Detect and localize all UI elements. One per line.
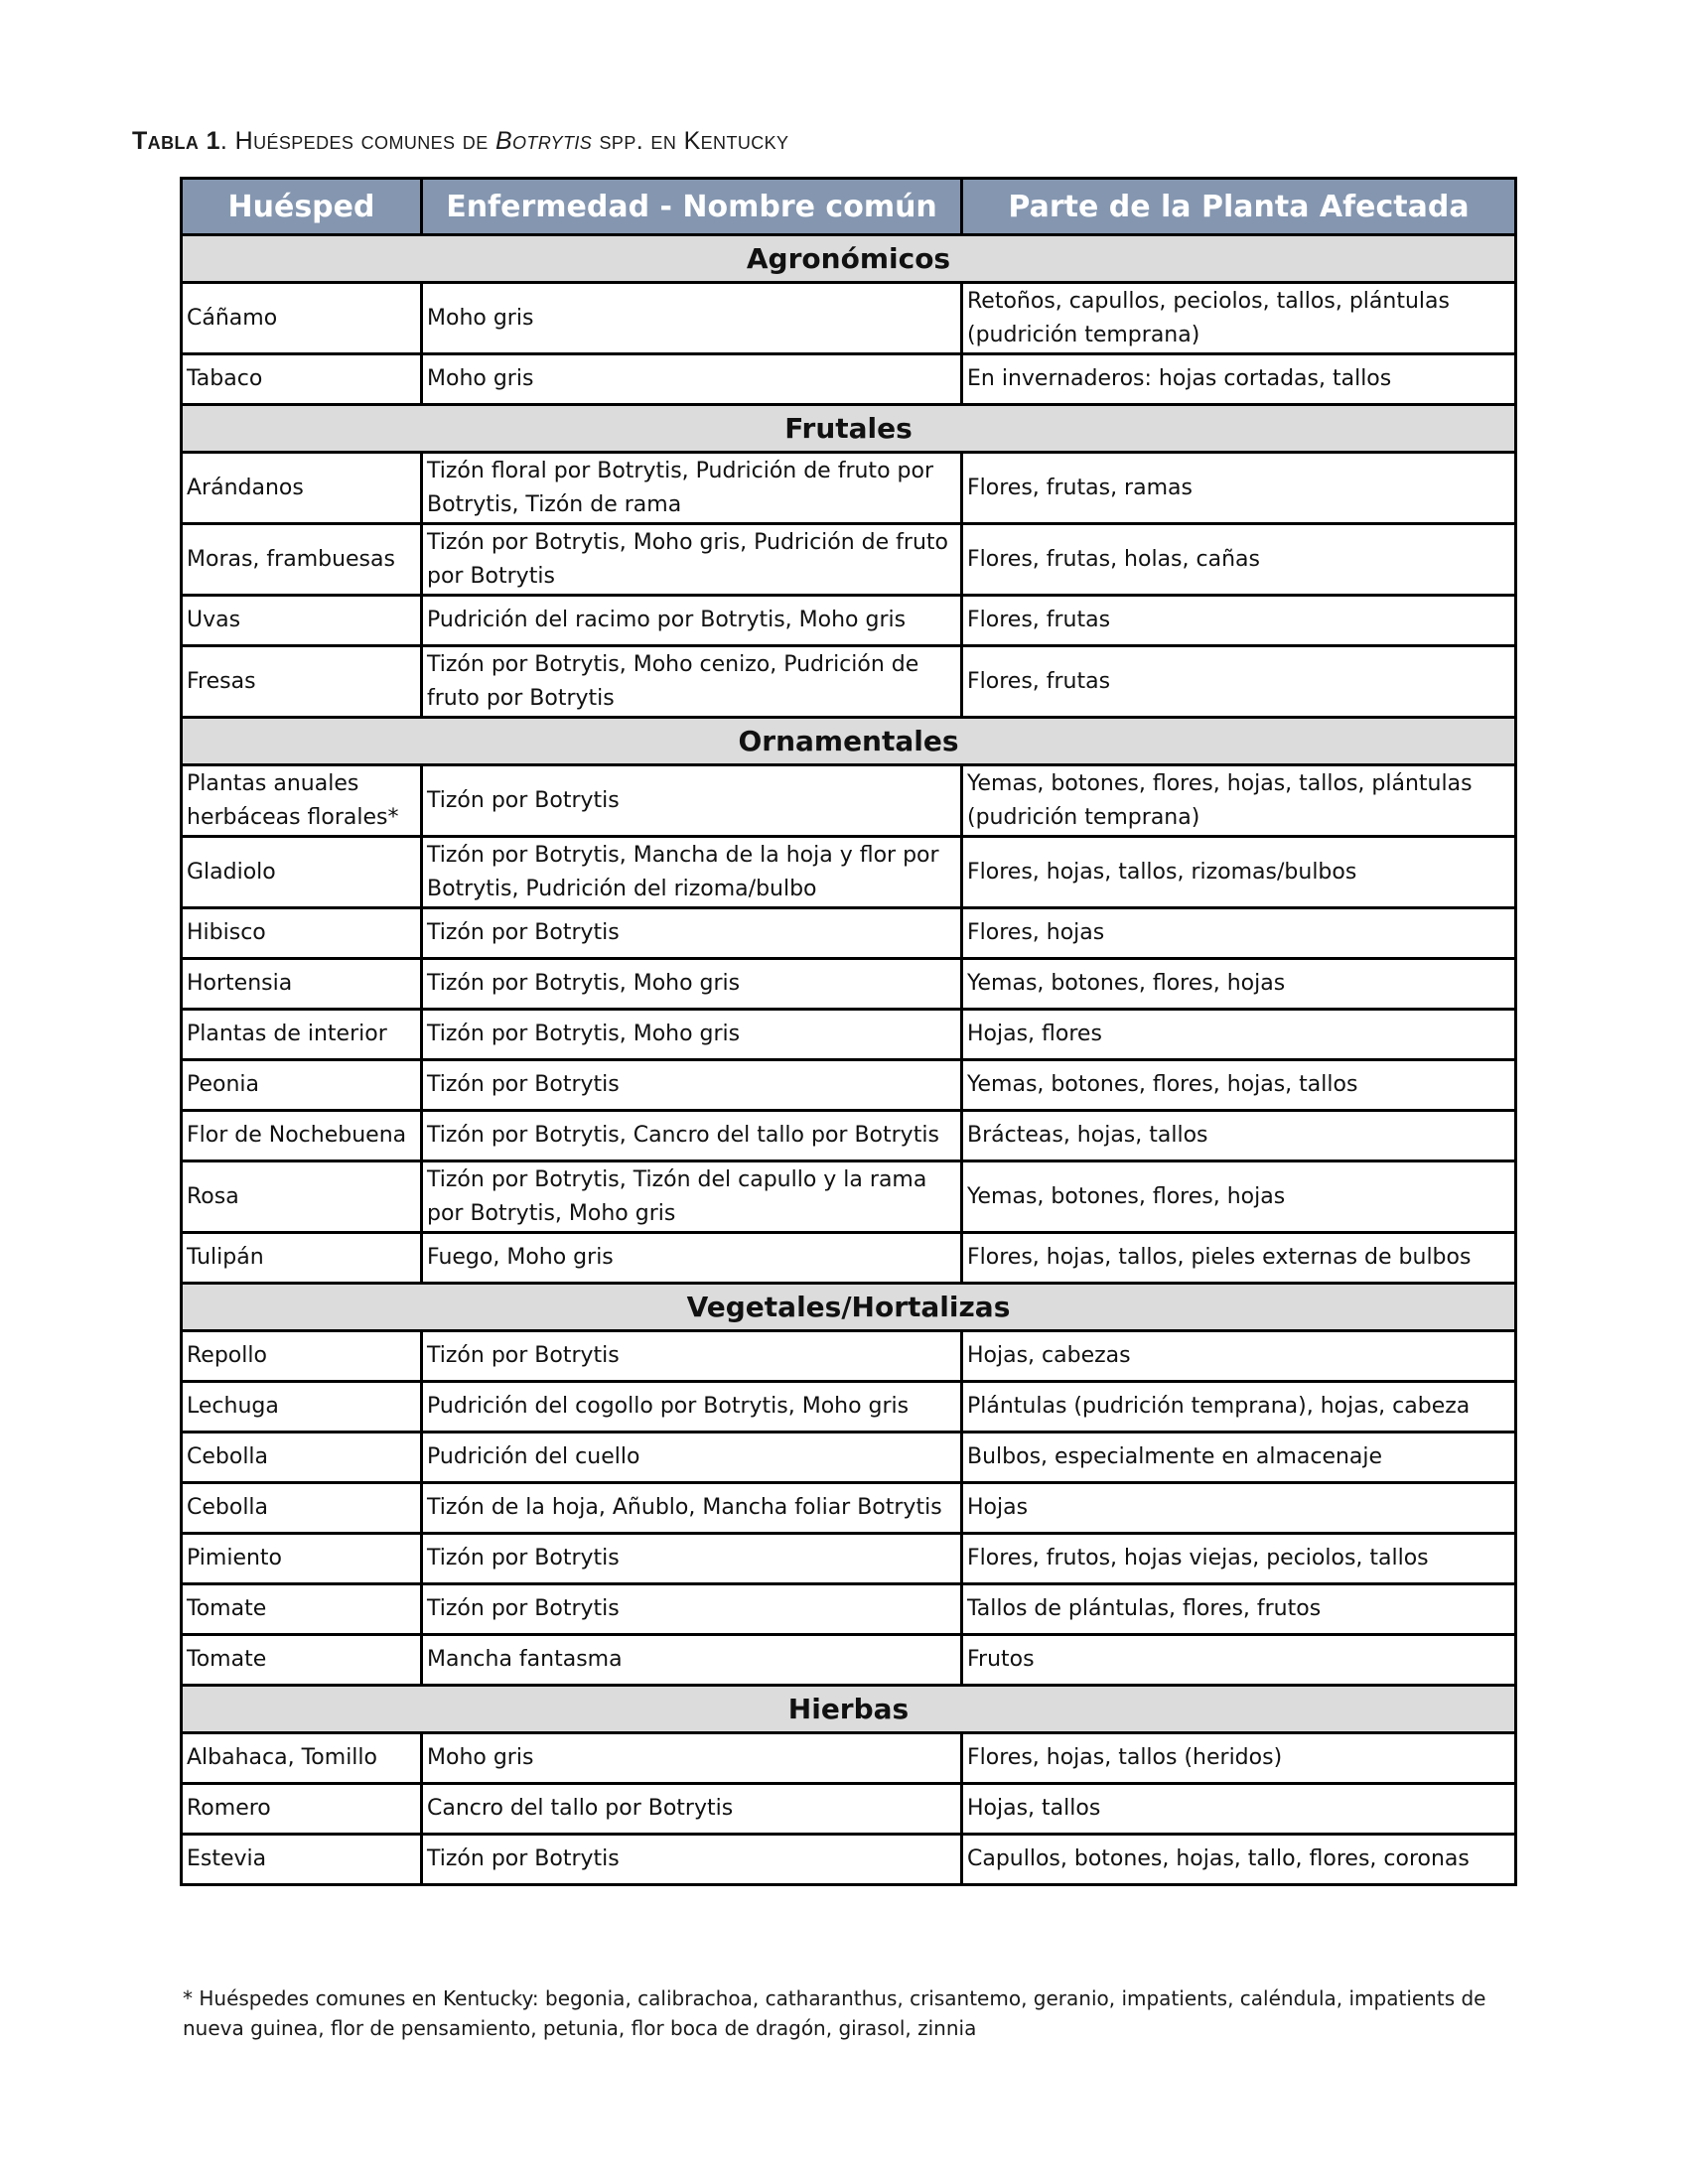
host-cell: Lechuga (182, 1382, 422, 1433)
host-cell: Moras, frambuesas (182, 524, 422, 596)
table-row (182, 1635, 1516, 1686)
host-cell: Repollo (182, 1331, 422, 1382)
section-title: Hierbas (182, 1686, 1516, 1733)
plant-part-cell: Flores, frutas (962, 596, 1516, 646)
disease-cell: Tizón por Botrytis, Moho gris, Pudrición de fruto por Botrytis (422, 524, 962, 596)
table-row (182, 1382, 1516, 1433)
plant-part-cell: Frutos (962, 1635, 1516, 1686)
plant-part-cell: Flores, hojas, tallos, rizomas/bulbos (962, 837, 1516, 908)
table-row (182, 908, 1516, 959)
disease-cell: Tizón por Botrytis (422, 1835, 962, 1885)
plant-part-cell: Tallos de plántulas, flores, frutos (962, 1584, 1516, 1635)
host-cell: Cáñamo (182, 283, 422, 354)
section-title: Agronómicos (182, 235, 1516, 283)
plant-part-cell: Flores, frutas (962, 646, 1516, 718)
host-cell: Hortensia (182, 959, 422, 1010)
host-cell: Tulipán (182, 1233, 422, 1284)
plant-part-cell: Bulbos, especialmente en almacenaje (962, 1433, 1516, 1483)
plant-part-cell: Flores, frutos, hojas viejas, peciolos, tallos (962, 1534, 1516, 1584)
disease-cell: Tizón por Botrytis, Moho cenizo, Pudrición de fruto por Botrytis (422, 646, 962, 718)
host-cell: Flor de Nochebuena (182, 1111, 422, 1161)
section-header-row (182, 405, 1516, 453)
disease-cell: Pudrición del cuello (422, 1433, 962, 1483)
plant-part-cell: Hojas, flores (962, 1010, 1516, 1060)
disease-cell: Tizón por Botrytis (422, 1060, 962, 1111)
plant-part-cell: Flores, hojas, tallos (heridos) (962, 1733, 1516, 1784)
host-cell: Pimiento (182, 1534, 422, 1584)
table-row (182, 524, 1516, 596)
section-title: Ornamentales (182, 718, 1516, 765)
disease-cell: Tizón por Botrytis (422, 908, 962, 959)
plant-part-cell: Yemas, botones, flores, hojas (962, 959, 1516, 1010)
plant-part-cell: Hojas, cabezas (962, 1331, 1516, 1382)
host-cell: Hibisco (182, 908, 422, 959)
disease-cell: Tizón de la hoja, Añublo, Mancha foliar Botrytis (422, 1483, 962, 1534)
table-row (182, 1433, 1516, 1483)
disease-cell: Moho gris (422, 1733, 962, 1784)
disease-cell: Tizón por Botrytis, Mancha de la hoja y flor por Botrytis, Pudrición del rizoma/bulbo (422, 837, 962, 908)
section-title: Frutales (182, 405, 1516, 453)
table-row (182, 453, 1516, 524)
table-caption (132, 127, 788, 156)
section-header-row (182, 235, 1516, 283)
host-cell: Uvas (182, 596, 422, 646)
host-cell: Arándanos (182, 453, 422, 524)
table-row (182, 596, 1516, 646)
hosts-table (180, 177, 1517, 1886)
header-plant-part: Parte de la Planta Afectada (962, 179, 1516, 235)
section-title: Vegetales/Hortalizas (182, 1284, 1516, 1331)
plant-part-cell: Flores, hojas (962, 908, 1516, 959)
table-row (182, 1733, 1516, 1784)
table-row (182, 1483, 1516, 1534)
plant-part-cell: Flores, frutas, holas, cañas (962, 524, 1516, 596)
plant-part-cell: Yemas, botones, flores, hojas, tallos, plántulas (pudrición temprana) (962, 765, 1516, 837)
table-row (182, 283, 1516, 354)
host-cell: Estevia (182, 1835, 422, 1885)
plant-part-cell: Hojas (962, 1483, 1516, 1534)
table-row (182, 354, 1516, 405)
table-body (182, 235, 1516, 1885)
table-row (182, 1161, 1516, 1233)
table-row (182, 959, 1516, 1010)
plant-part-cell: Retoños, capullos, peciolos, tallos, plántulas (pudrición temprana) (962, 283, 1516, 354)
disease-cell: Tizón por Botrytis, Tizón del capullo y la rama por Botrytis, Moho gris (422, 1161, 962, 1233)
table-row (182, 1010, 1516, 1060)
disease-cell: Mancha fantasma (422, 1635, 962, 1686)
plant-part-cell: Brácteas, hojas, tallos (962, 1111, 1516, 1161)
disease-cell: Pudrición del cogollo por Botrytis, Moho gris (422, 1382, 962, 1433)
host-cell: Albahaca, Tomillo (182, 1733, 422, 1784)
host-cell: Rosa (182, 1161, 422, 1233)
table-row (182, 1784, 1516, 1835)
table-row (182, 1835, 1516, 1885)
table-row (182, 1534, 1516, 1584)
header-host: Huésped (182, 179, 422, 235)
host-cell: Tabaco (182, 354, 422, 405)
disease-cell: Moho gris (422, 283, 962, 354)
disease-cell: Tizón por Botrytis (422, 1331, 962, 1382)
host-cell: Cebolla (182, 1433, 422, 1483)
section-header-row (182, 718, 1516, 765)
host-cell: Gladiolo (182, 837, 422, 908)
table-row (182, 1111, 1516, 1161)
host-cell: Plantas de interior (182, 1010, 422, 1060)
plant-part-cell: Plántulas (pudrición temprana), hojas, cabeza (962, 1382, 1516, 1433)
table-row (182, 646, 1516, 718)
disease-cell: Cancro del tallo por Botrytis (422, 1784, 962, 1835)
host-cell: Romero (182, 1784, 422, 1835)
plant-part-cell: Yemas, botones, flores, hojas, tallos (962, 1060, 1516, 1111)
caption-text-b: spp. en Kentucky (592, 127, 789, 155)
caption-label: Tabla 1 (132, 127, 220, 155)
section-header-row (182, 1284, 1516, 1331)
plant-part-cell: Yemas, botones, flores, hojas (962, 1161, 1516, 1233)
host-cell: Plantas anuales herbáceas florales* (182, 765, 422, 837)
disease-cell: Tizón por Botrytis, Moho gris (422, 959, 962, 1010)
table-row (182, 1331, 1516, 1382)
table-row (182, 1060, 1516, 1111)
table-row (182, 837, 1516, 908)
disease-cell: Tizón por Botrytis (422, 1584, 962, 1635)
section-header-row (182, 1686, 1516, 1733)
host-cell: Fresas (182, 646, 422, 718)
disease-cell: Tizón por Botrytis, Cancro del tallo por Botrytis (422, 1111, 962, 1161)
disease-cell: Tizón por Botrytis, Moho gris (422, 1010, 962, 1060)
plant-part-cell: Flores, frutas, ramas (962, 453, 1516, 524)
plant-part-cell: En invernaderos: hojas cortadas, tallos (962, 354, 1516, 405)
disease-cell: Tizón por Botrytis (422, 765, 962, 837)
header-disease: Enfermedad - Nombre común (422, 179, 962, 235)
host-cell: Tomate (182, 1635, 422, 1686)
table-row (182, 1584, 1516, 1635)
plant-part-cell: Hojas, tallos (962, 1784, 1516, 1835)
table-row (182, 765, 1516, 837)
plant-part-cell: Flores, hojas, tallos, pieles externas de bulbos (962, 1233, 1516, 1284)
disease-cell: Tizón por Botrytis (422, 1534, 962, 1584)
disease-cell: Tizón floral por Botrytis, Pudrición de fruto por Botrytis, Tizón de rama (422, 453, 962, 524)
disease-cell: Moho gris (422, 354, 962, 405)
host-cell: Peonia (182, 1060, 422, 1111)
plant-part-cell: Capullos, botones, hojas, tallo, flores, coronas (962, 1835, 1516, 1885)
footnote: * Huéspedes comunes en Kentucky: begonia, calibrachoa, catharanthus, crisantemo, geranio, impatients, caléndula, impatients de nueva guinea, flor de pensamiento, petunia, flor boca de dragón, girasol, zinnia (183, 1986, 1486, 2040)
disease-cell: Fuego, Moho gris (422, 1233, 962, 1284)
table-row (182, 1233, 1516, 1284)
caption-text-a: . Huéspedes comunes de (219, 127, 495, 155)
host-cell: Cebolla (182, 1483, 422, 1534)
header-row (182, 179, 1516, 235)
disease-cell: Pudrición del racimo por Botrytis, Moho gris (422, 596, 962, 646)
caption-genus: Botrytis (494, 127, 593, 155)
host-cell: Tomate (182, 1584, 422, 1635)
